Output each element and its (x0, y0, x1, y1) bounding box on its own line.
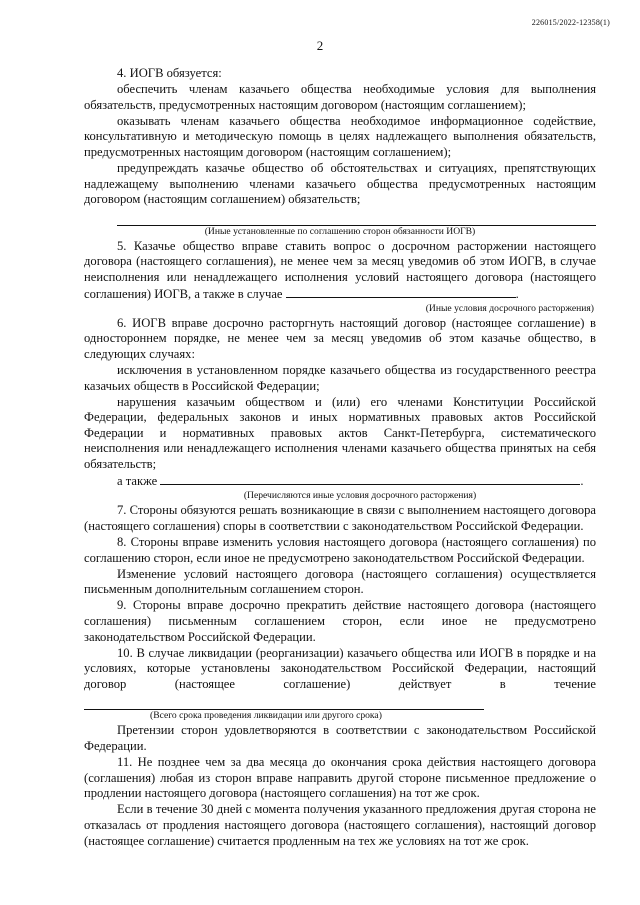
clause-10: 10. В случае ликвидации (реорганизации) казачьего общества или ИОГВ в порядке и на условиях, которые установлены законодательством Российской Федерации, настоящий договор (настоящее соглашение) действует в течение (84, 645, 596, 691)
page-number: 2 (316, 38, 324, 53)
clause-11-item-a: Если в течение 30 дней с момента получения указанного предложения другая сторона не отказалась от продления настоящего договора (настоящего соглашения), настоящий договор (настоящее соглашение) считается продленным на тех же условиях на тот же срок. (84, 802, 596, 848)
clause-5: 5. Казачье общество вправе ставить вопрос о досрочном расторжении настоящего договора (настоящего соглашения), не менее чем за месяц уведомив об этом ИОГВ, в случае неисполнения или ненадлежащего исполнения условий настоящего договора (настоящего соглашения) ИОГВ, а также в случае . (84, 238, 596, 301)
fill-in-line (117, 211, 596, 226)
clause-5-text: 5. Казачье общество вправе ставить вопрос о досрочном расторжении настоящего договора (настоящего соглашения), не менее чем за месяц уведомив об этом ИОГВ, в случае неисполнения или ненадлежащего исполнения условий настоящего договора (настоящего соглашения) ИОГВ, а также в случае (84, 238, 596, 301)
clause-4-item-a: обеспечить членам казачьего общества необходимые условия для выполнения обязательств, предусмотренных настоящим договором (настоящим соглашением); (84, 82, 596, 112)
clause-6-item-a: исключения в установленном порядке казачьего общества из государственного реестра казачьих обществ в Российской Федерации; (84, 363, 596, 393)
fill-in-line (84, 695, 484, 710)
clause-4-item-b: оказывать членам казачьего общества необходимое информационное содействие, консультативную и методическую помощь в целях надлежащего выполнения обязательств, предусмотренных настоящим договором (настоящим соглашением); (84, 113, 596, 159)
clause-8: 8. Стороны вправе изменить условия настоящего договора (настоящего соглашения) по соглашению сторон, если иное не предусмотрено законодательством Российской Федерации. (84, 534, 596, 565)
clause-6: 6. ИОГВ вправе досрочно расторгнуть настоящий договор (настоящее соглашение) в одностороннем порядке, не менее чем за месяц уведомив об этом казачье общество, в следующих случаях: (84, 315, 596, 361)
document-id: 226015/2022-12358(1) (531, 18, 610, 27)
clause-6-item-c-text: а также (117, 474, 158, 489)
clause-8-item-a: Изменение условий настоящего договора (настоящего соглашения) осуществляется письменным дополнительным соглашением сторон. (84, 566, 596, 597)
clause-9: 9. Стороны вправе досрочно прекратить действие настоящего договора (настоящего соглашения) письменным соглашением сторон, если иное не предусмотрено законодательством Российской Федерации. (84, 598, 596, 644)
caption-other-termination: (Перечисляются иные условия досрочного расторжения) (243, 490, 477, 502)
fill-in-line (286, 286, 516, 298)
caption-ioGV-duties: (Иные установленные по соглашению сторон обязанности ИОГВ) (204, 225, 476, 237)
clause-4-title: 4. ИОГВ обязуется: (117, 66, 222, 80)
clause-6-item-b: нарушения казачьим обществом и (или) его членами Конституции Российской Федерации, федеральных законов и иных нормативных правовых актов Российской Федерации и нормативных правовых актов Санкт-Петербурга, систематического неисполнения или ненадлежащего исполнения членами казачьего общества принятых на себя обязательств; (84, 394, 596, 472)
clause-11: 11. Не позднее чем за два месяца до окончания срока действия настоящего договора (соглашения) любая из сторон вправе направить другой стороне письменное предложение о продлении настоящего договора (настоящего соглашения) на тот же срок. (84, 755, 596, 801)
caption-termination-conditions: (Иные условия досрочного расторжения) (425, 302, 594, 314)
caption-liquidation-period: (Всего срока проведения ликвидации или другого срока) (150, 710, 382, 722)
clause-7: 7. Стороны обязуются решать возникающие в связи с выполнением настоящего договора (настоящего соглашения) споры в соответствии с законодательством Российской Федерации. (84, 503, 596, 533)
clause-6-item-c: а также . (117, 474, 584, 489)
document-body (84, 66, 596, 850)
clause-4-item-c: предупреждать казачье общество об обстоятельствах и ситуациях, препятствующих надлежащему выполнению членами казачьего общества предусмотренных настоящим договором (настоящим соглашением) обязательств; (84, 161, 596, 207)
clause-10-item-a: Претензии сторон удовлетворяются в соответствии с законодательством Российской Федерации. (84, 723, 596, 753)
fill-in-line (160, 473, 580, 485)
